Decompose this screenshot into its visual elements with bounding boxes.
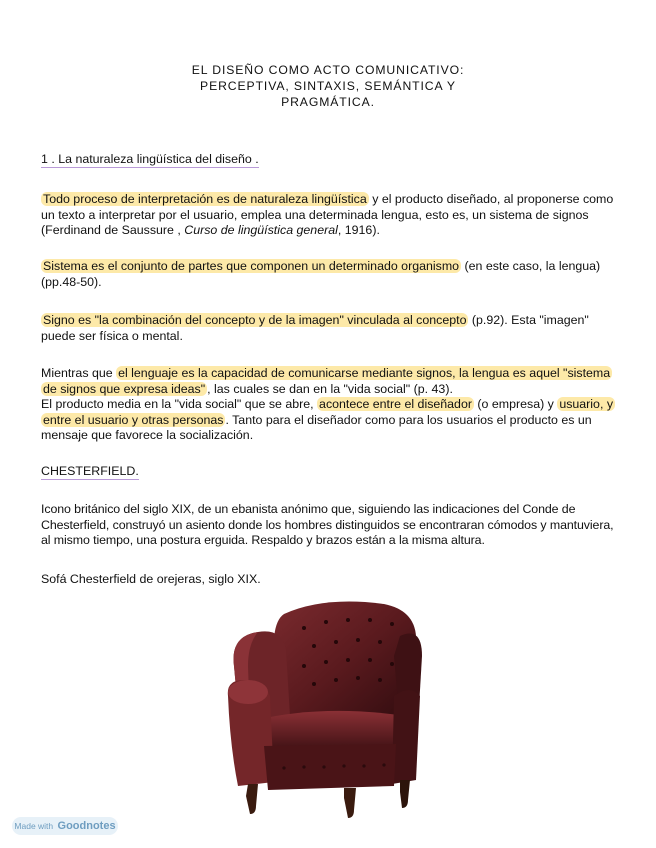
badge-brand: Goodnotes — [57, 820, 116, 832]
chair-icon — [224, 596, 424, 820]
document-title — [120, 62, 536, 110]
highlight-lenguaje: el lenguaje es la capacidad de comunicarse mediante signos, la lengua es aquel "sistema de signos que expresa ideas" — [43, 366, 611, 396]
book-title: Curso de lingüística general — [184, 223, 338, 238]
section-heading-text: CHESTERFIELD. — [41, 464, 139, 478]
paragraph-text: , las cuales se dan en la "vida social" (p. 43). — [207, 381, 453, 396]
badge-prefix: Made with — [14, 821, 54, 831]
highlight-interpretacion: Todo proceso de interpretación es de naturaleza lingüística — [43, 192, 367, 206]
made-with-goodnotes-badge — [12, 817, 118, 835]
paragraph-chesterfield: Icono británico del siglo XIX, de un ebanista anónimo que, siguiendo las indicaciones del Conde de Chesterfield, construyó un asiento donde los hombres distinguidos se encontraran cómodos y mantuviera, al mismo tiempo, una postura erguida. Respaldo y brazos están a la misma altura. — [41, 502, 614, 548]
section-heading-text: 1 . La naturaleza lingüística del diseño . — [41, 152, 259, 166]
paragraph-interpretacion — [41, 192, 621, 239]
highlight-disenador: acontece entre el diseñador — [319, 397, 472, 412]
paragraph-text: (en este caso, la lengua) (pp.48-50). — [41, 259, 601, 289]
title-line-1: EL DISEÑO COMO ACTO COMUNICATIVO: — [191, 63, 465, 77]
highlight-sistema: Sistema es el conjunto de partes que componen un determinado organismo — [43, 259, 460, 273]
paragraph-text: (p.92). Esta "imagen" puede ser física o mental. — [41, 313, 589, 343]
paragraph-text: y el producto diseñado, al proponerse como un texto a interpretar por el usuario, emplea una determinada lengua, esto es, un sistema de signos (Ferdinand de Saussure , — [41, 192, 614, 238]
paragraph-text: . Tanto para el diseñador como para los usuarios el producto es un mensaje que favorece la socialización. — [41, 412, 592, 443]
paragraph-lenguaje — [41, 366, 621, 444]
title-line-2: PERCEPTIVA, SINTAXIS, SEMÁNTICA Y — [200, 79, 456, 93]
paragraph-sistema — [41, 259, 621, 290]
section-heading-chesterfield — [41, 464, 621, 480]
paragraph-signo — [41, 313, 621, 344]
paragraph-text: , 1916). — [337, 223, 380, 238]
image-caption: Sofá Chesterfield de orejeras, siglo XIX. — [41, 572, 261, 586]
paragraph-text: Mientras que — [41, 366, 117, 380]
paragraph-text: El producto media en la "vida social" que se abre, — [41, 397, 318, 412]
chesterfield-chair-image — [224, 596, 424, 820]
paragraph-text: (o empresa) y — [473, 397, 558, 412]
highlight-signo: Signo es "la combinación del concepto y de la imagen" vinculada al concepto — [43, 313, 467, 327]
title-line-3: PRAGMÁTICA. — [281, 95, 375, 109]
section-heading-naturaleza — [41, 152, 621, 168]
highlight-usuario: usuario, y entre el usuario y otras personas — [43, 397, 614, 427]
